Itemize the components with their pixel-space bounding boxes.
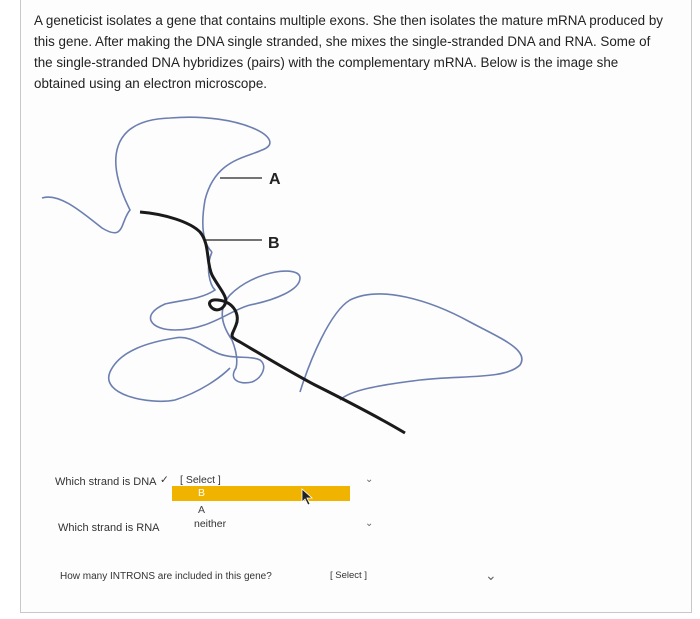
q1-label: Which strand is DNA: [55, 476, 157, 488]
q1-select[interactable]: [ Select ]: [180, 474, 221, 486]
q2-label: Which strand is RNA: [58, 522, 160, 534]
label-a: A: [269, 171, 281, 188]
thin-strand-upper: [42, 117, 270, 252]
q1-caret-icon[interactable]: ⌄: [365, 474, 374, 485]
thin-strand-middle: [109, 252, 300, 401]
label-b: B: [268, 235, 280, 252]
q3-label: How many INTRONS are included in this gene?: [60, 571, 272, 582]
question-text: A geneticist isolates a gene that contains multiple exons. She then isolates the mature mRNA produced by this gene. After making the DNA single stranded, she mixes the single-stranded DNA and RNA. Some of the single-stranded DNA hybridizes (pairs) with the complementary mRNA. Below is the image she obtained using an electron microscope.: [34, 13, 663, 91]
q1-option-b[interactable]: B: [198, 487, 206, 499]
mouse-cursor-icon: [300, 488, 316, 506]
q1-option-neither[interactable]: neither: [194, 518, 227, 530]
q1-option-a[interactable]: A: [198, 504, 206, 516]
q2-caret-icon[interactable]: ⌄: [365, 518, 374, 529]
q3-select[interactable]: [ Select ]: [330, 570, 367, 581]
thin-strand-right-loop: [300, 294, 522, 400]
q1-check-icon: ✓: [160, 474, 169, 486]
q3-caret-icon[interactable]: ⌄: [485, 567, 497, 583]
